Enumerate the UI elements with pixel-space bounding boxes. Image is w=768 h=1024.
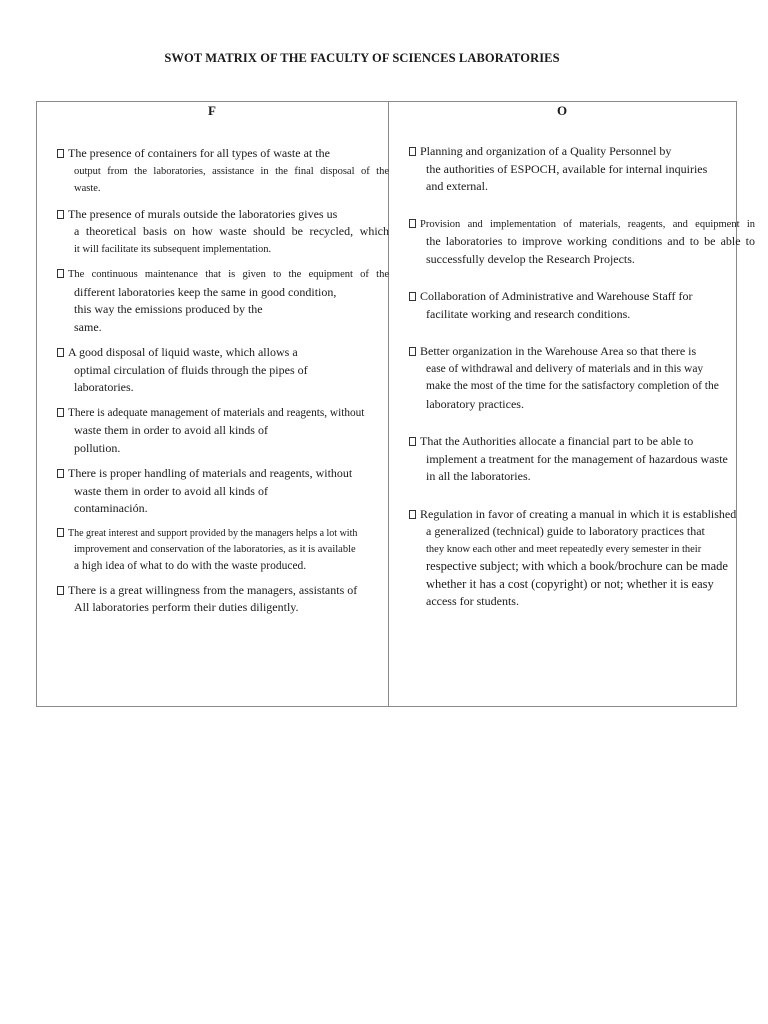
- item-text: laboratories.: [74, 380, 134, 394]
- checkbox-bullet-icon: [57, 210, 64, 219]
- item-text: The continuous maintenance that is given to the equipment of the: [68, 269, 389, 280]
- item-text: respective subject; with which a book/brochure can be made: [426, 559, 728, 573]
- item-text: That the Authorities allocate a financial part to be able to: [420, 434, 694, 448]
- opportunity-item: [409, 506, 755, 611]
- checkbox-bullet-icon: [409, 219, 416, 228]
- item-text: same.: [74, 319, 102, 334]
- strength-item: [57, 344, 389, 397]
- item-text: ease of withdrawal and delivery of materials and in this way: [426, 362, 704, 375]
- checkbox-bullet-icon: [57, 469, 64, 478]
- strengths-list: [57, 145, 389, 617]
- checkbox-bullet-icon: [409, 437, 416, 446]
- strength-item: [57, 465, 389, 518]
- checkbox-bullet-icon: [57, 348, 64, 357]
- item-text: a high idea of what to do with the waste produced.: [74, 559, 307, 572]
- item-text: Planning and organization of a Quality Personnel by: [420, 144, 672, 158]
- item-text: There is a great willingness from the managers, assistants of: [68, 582, 358, 597]
- checkbox-bullet-icon: [57, 586, 64, 595]
- opportunity-item: [409, 343, 755, 413]
- opportunity-item: [409, 288, 755, 323]
- item-text: the authorities of ESPOCH, available for internal inquiries: [426, 161, 708, 176]
- strength-item: [57, 266, 389, 336]
- item-text: output from the laboratories, assistance in the final disposal of the: [74, 165, 389, 177]
- checkbox-bullet-icon: [57, 408, 64, 417]
- item-text: this way the emissions produced by the: [74, 302, 263, 316]
- item-text: waste.: [74, 183, 101, 194]
- checkbox-bullet-icon: [409, 147, 416, 156]
- item-text: facilitate working and research conditions.: [426, 306, 631, 321]
- strength-item: [57, 526, 389, 574]
- checkbox-bullet-icon: [57, 149, 64, 158]
- checkbox-bullet-icon: [57, 269, 64, 278]
- item-text: successfully develop the Research Projects.: [426, 251, 635, 266]
- item-text: a theoretical basis on how waste should be recycled, which: [74, 224, 389, 238]
- checkbox-bullet-icon: [409, 292, 416, 301]
- item-text: All laboratories perform their duties diligently.: [74, 600, 299, 614]
- item-text: There is adequate management of materials and reagents, without: [68, 406, 365, 419]
- item-text: whether it has a cost (copyright) or not; whether it is easy: [426, 576, 714, 591]
- item-text: they know each other and meet repeatedly every semester in their: [426, 543, 702, 555]
- swot-matrix-table: [36, 101, 755, 707]
- opportunity-item: [409, 143, 755, 196]
- item-text: Collaboration of Administrative and Warehouse Staff for: [420, 289, 693, 303]
- item-text: A good disposal of liquid waste, which allows a: [68, 345, 298, 359]
- opportunities-list: [409, 143, 755, 611]
- opportunity-item: [409, 433, 755, 486]
- item-text: waste them in order to avoid all kinds of: [74, 483, 268, 498]
- item-text: improvement and conservation of the laboratories, as it is available: [74, 543, 356, 555]
- item-text: The presence of murals outside the laboratories gives us: [68, 206, 338, 221]
- item-text: pollution.: [74, 440, 121, 455]
- checkbox-bullet-icon: [57, 528, 64, 537]
- item-text: different laboratories keep the same in good condition,: [74, 284, 337, 299]
- item-text: and external.: [426, 179, 488, 193]
- item-text: The presence of containers for all types of waste at the: [68, 146, 330, 160]
- item-text: The great interest and support provided by the managers helps a lot with: [68, 527, 358, 539]
- document-title: SWOT MATRIX OF THE FACULTY OF SCIENCES LABORATORIES: [164, 51, 560, 65]
- checkbox-bullet-icon: [409, 510, 416, 519]
- item-text: optimal circulation of fluids through the pipes of: [74, 362, 308, 377]
- item-text: contaminación.: [74, 501, 148, 515]
- item-text: implement a treatment for the management of hazardous waste: [426, 451, 728, 466]
- strength-item: [57, 206, 389, 259]
- strength-item: [57, 582, 389, 617]
- opportunity-item: [409, 216, 755, 269]
- strength-item: [57, 145, 389, 198]
- item-text: a generalized (technical) guide to laboratory practices that: [426, 524, 705, 538]
- strength-item: [57, 405, 389, 458]
- item-text: Better organization in the Warehouse Area so that there is: [420, 344, 697, 358]
- opportunities-header: O: [557, 103, 568, 118]
- strengths-header: F: [208, 103, 216, 118]
- item-text: waste them in order to avoid all kinds of: [74, 423, 268, 437]
- item-text: the laboratories to improve working conditions and to be able to: [426, 234, 755, 248]
- item-text: in all the laboratories.: [426, 469, 531, 483]
- checkbox-bullet-icon: [409, 347, 416, 356]
- item-text: Provision and implementation of materials, reagents, and equipment in: [420, 218, 755, 230]
- item-text: laboratory practices.: [426, 396, 524, 411]
- item-text: make the most of the time for the satisfactory completion of the: [426, 380, 719, 392]
- item-text: Regulation in favor of creating a manual in which it is established: [420, 506, 737, 521]
- item-text: access for students.: [426, 594, 519, 608]
- item-text: it will facilitate its subsequent implementation.: [74, 243, 272, 255]
- item-text: There is proper handling of materials and reagents, without: [68, 466, 353, 480]
